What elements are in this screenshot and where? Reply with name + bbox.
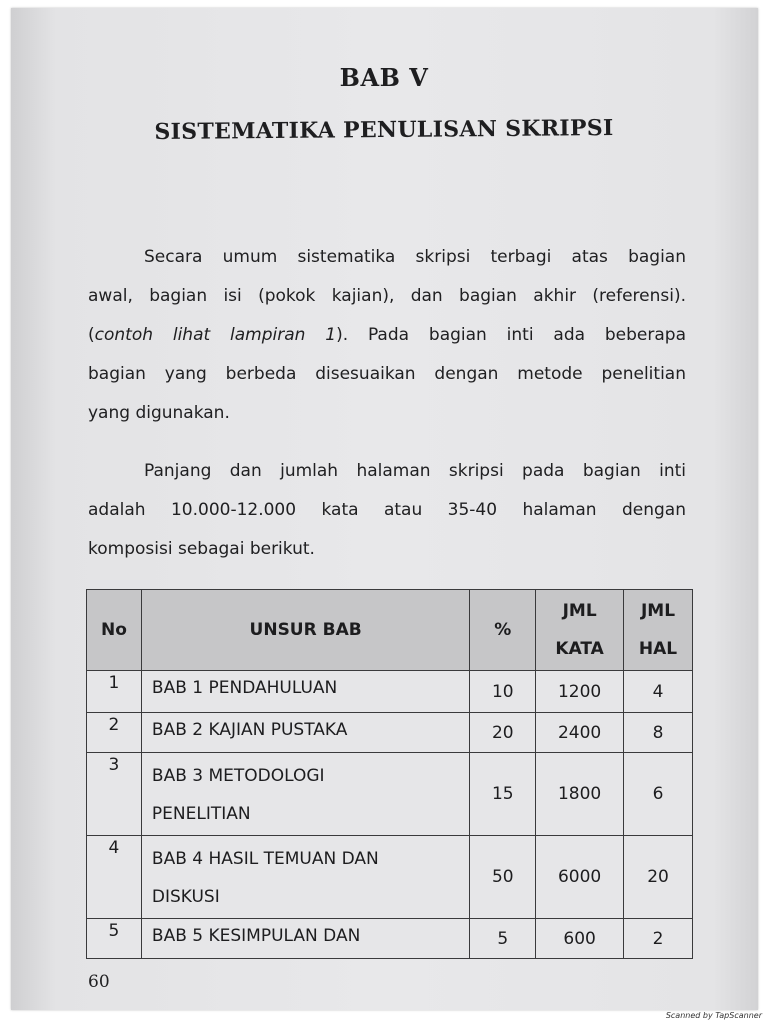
cell-unsur-line: BAB 5 KESIMPULAN DAN <box>151 926 361 946</box>
paragraph-line: adalah 10.000-12.000 kata atau 35-40 halaman dengan <box>88 500 686 520</box>
cell-unsur-line: PENELITIAN <box>151 804 251 824</box>
cell-hal: 2 <box>624 919 693 959</box>
cell-no: 1 <box>87 671 142 713</box>
header-jml-kata-bottom: KATA <box>555 639 604 659</box>
cell-unsur-line: DISKUSI <box>151 887 220 907</box>
cell-hal: 8 <box>624 713 693 753</box>
header-jml-hal <box>624 590 693 671</box>
cell-unsur-line: BAB 2 KAJIAN PUSTAKA <box>151 720 348 740</box>
scanner-watermark: Scanned by TapScanner <box>665 1011 762 1020</box>
cell-kata: 2400 <box>536 713 624 753</box>
header-percent: % <box>470 590 536 671</box>
cell-kata: 1800 <box>536 753 624 836</box>
paragraph-line: Panjang dan jumlah halaman skripsi pada bagian inti <box>144 461 686 481</box>
header-unsur-bab: UNSUR BAB <box>141 590 469 671</box>
paragraph-line: yang digunakan. <box>88 403 230 423</box>
cell-hal: 20 <box>624 836 693 919</box>
cell-unsur <box>141 919 469 959</box>
table-row <box>87 836 693 919</box>
paragraph-line: Secara umum sistematika skripsi terbagi atas bagian <box>144 247 686 267</box>
paren-open: ( <box>88 325 95 345</box>
cell-percent: 10 <box>470 671 536 713</box>
cell-unsur <box>141 671 469 713</box>
cell-kata: 600 <box>536 919 624 959</box>
table-row <box>87 919 693 959</box>
page-number: 60 <box>88 972 110 992</box>
paragraph-line: bagian yang berbeda disesuaikan dengan metode penelitian <box>88 364 686 384</box>
header-jml-hal-bottom: HAL <box>638 639 678 659</box>
header-jml-hal-top: JML <box>640 601 676 621</box>
header-jml-kata-top: JML <box>562 601 597 621</box>
paragraph-line-rest: ). Pada bagian inti ada beberapa <box>336 325 686 345</box>
table-row <box>87 671 693 713</box>
cell-percent: 15 <box>470 753 536 836</box>
paragraph-length <box>88 452 686 569</box>
cell-unsur <box>141 836 469 919</box>
cell-unsur-line: BAB 4 HASIL TEMUAN DAN <box>151 849 379 869</box>
cell-percent: 50 <box>470 836 536 919</box>
header-jml-kata <box>536 590 624 671</box>
cell-no: 3 <box>87 753 142 836</box>
italic-reference: contoh lihat lampiran 1 <box>94 325 337 345</box>
cell-unsur-line: BAB 1 PENDAHULUAN <box>151 678 338 698</box>
chapter-label: BAB V <box>339 63 429 92</box>
chapter-title: SISTEMATIKA PENULISAN SKRIPSI <box>154 114 614 146</box>
paragraph-line: komposisi sebagai berikut. <box>88 539 315 559</box>
cell-percent: 20 <box>470 713 536 753</box>
cell-unsur <box>141 753 469 836</box>
chapter-composition-table <box>86 589 693 959</box>
table-row <box>87 713 693 753</box>
cell-no: 4 <box>87 836 142 919</box>
cell-unsur <box>141 713 469 753</box>
table-row <box>87 753 693 836</box>
paragraph-line: awal, bagian isi (pokok kajian), dan bagian akhir (referensi). <box>88 286 686 306</box>
cell-no: 2 <box>87 713 142 753</box>
paragraph-line <box>88 316 686 355</box>
cell-kata: 1200 <box>536 671 624 713</box>
paragraph-intro <box>88 238 686 433</box>
cell-percent: 5 <box>470 919 536 959</box>
header-no: No <box>87 590 142 671</box>
cell-no: 5 <box>87 919 142 959</box>
cell-hal: 6 <box>624 753 693 836</box>
cell-unsur-line: BAB 3 METODOLOGI <box>151 766 325 786</box>
cell-kata: 6000 <box>536 836 624 919</box>
table-header-row <box>87 590 693 671</box>
cell-hal: 4 <box>624 671 693 713</box>
